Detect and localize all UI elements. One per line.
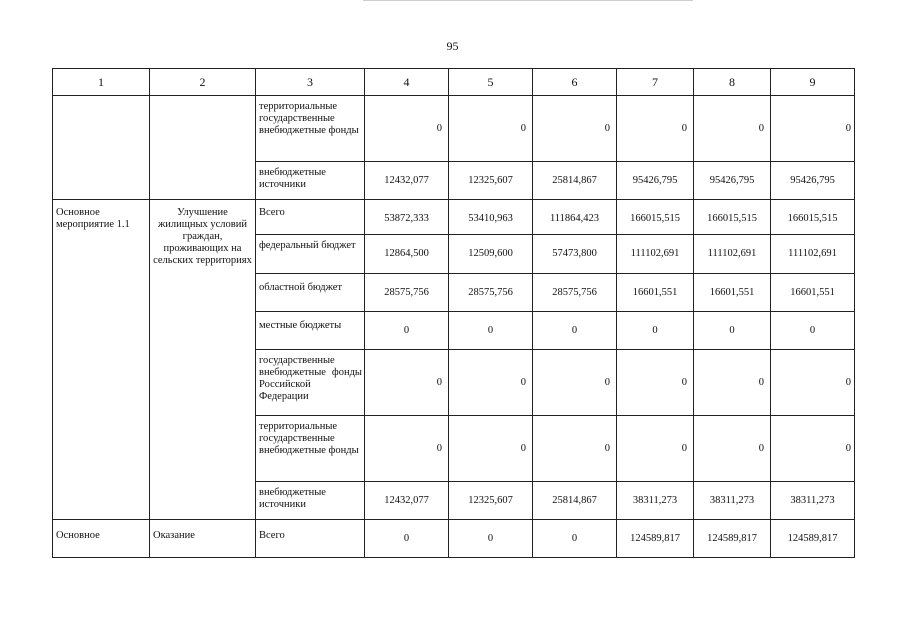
value-cell: 25814,867: [533, 482, 617, 520]
funding-source: внебюджетные источники: [256, 162, 365, 200]
value-cell: 95426,795: [771, 162, 855, 200]
value-cell: 0: [449, 312, 533, 350]
activity-name: Основное: [53, 520, 150, 558]
value-cell: 16601,551: [771, 274, 855, 312]
funding-source: Всего: [256, 520, 365, 558]
value-cell: 53410,963: [449, 200, 533, 235]
column-header: 1: [53, 69, 150, 96]
value-cell: 0: [694, 96, 771, 162]
value-cell: 0: [617, 96, 694, 162]
value-cell: 12432,077: [365, 482, 449, 520]
value-cell: 16601,551: [617, 274, 694, 312]
value-cell: 166015,515: [771, 200, 855, 235]
funding-source: территориальные государственные внебюджетные фонды: [256, 96, 365, 162]
value-cell: 0: [449, 350, 533, 416]
value-cell: 38311,273: [694, 482, 771, 520]
value-cell: 12432,077: [365, 162, 449, 200]
value-cell: 0: [617, 312, 694, 350]
table-row: [53, 200, 855, 235]
column-header: 6: [533, 69, 617, 96]
activity-description: Улучшение жилищных условий граждан, проживающих на сельских территориях: [150, 200, 256, 520]
column-header: 8: [694, 69, 771, 96]
value-cell: 28575,756: [365, 274, 449, 312]
value-cell: 12325,607: [449, 482, 533, 520]
value-cell: 95426,795: [694, 162, 771, 200]
funding-source: внебюджетные источники: [256, 482, 365, 520]
value-cell: 0: [771, 350, 855, 416]
value-cell: 25814,867: [533, 162, 617, 200]
value-cell: 0: [617, 416, 694, 482]
value-cell: 0: [449, 96, 533, 162]
funding-source: Всего: [256, 200, 365, 235]
value-cell: 0: [694, 416, 771, 482]
value-cell: 57473,800: [533, 235, 617, 274]
activity-name: Основное мероприятие 1.1: [53, 200, 150, 520]
activity-description-cell: [150, 96, 256, 200]
value-cell: 0: [694, 312, 771, 350]
column-header: 5: [449, 69, 533, 96]
value-cell: 0: [771, 96, 855, 162]
value-cell: 95426,795: [617, 162, 694, 200]
value-cell: 0: [533, 520, 617, 558]
value-cell: 28575,756: [533, 274, 617, 312]
activity-name-cell: [53, 96, 150, 200]
value-cell: 12864,500: [365, 235, 449, 274]
value-cell: 0: [365, 350, 449, 416]
activity-description: Оказание: [150, 520, 256, 558]
top-rule: [363, 0, 693, 1]
value-cell: 28575,756: [449, 274, 533, 312]
value-cell: 166015,515: [694, 200, 771, 235]
column-header: 2: [150, 69, 256, 96]
value-cell: 124589,817: [771, 520, 855, 558]
funding-source: федеральный бюджет: [256, 235, 365, 274]
table-row: [53, 520, 855, 558]
funding-source: территориальные государственные внебюджетные фонды: [256, 416, 365, 482]
value-cell: 111864,423: [533, 200, 617, 235]
value-cell: 16601,551: [694, 274, 771, 312]
value-cell: 0: [365, 416, 449, 482]
value-cell: 124589,817: [617, 520, 694, 558]
column-header: 3: [256, 69, 365, 96]
column-header: 4: [365, 69, 449, 96]
value-cell: 0: [365, 96, 449, 162]
column-header: 7: [617, 69, 694, 96]
value-cell: 111102,691: [617, 235, 694, 274]
value-cell: 0: [533, 96, 617, 162]
value-cell: 0: [771, 312, 855, 350]
value-cell: 124589,817: [694, 520, 771, 558]
value-cell: 0: [533, 416, 617, 482]
funding-source: областной бюджет: [256, 274, 365, 312]
value-cell: 0: [533, 312, 617, 350]
value-cell: 0: [771, 416, 855, 482]
value-cell: 111102,691: [694, 235, 771, 274]
value-cell: 38311,273: [771, 482, 855, 520]
value-cell: 12325,607: [449, 162, 533, 200]
value-cell: 0: [694, 350, 771, 416]
funding-source: государственные внебюджетные фонды Российской Федерации: [256, 350, 365, 416]
value-cell: 0: [449, 520, 533, 558]
value-cell: 0: [617, 350, 694, 416]
value-cell: 0: [533, 350, 617, 416]
value-cell: 0: [365, 312, 449, 350]
value-cell: 12509,600: [449, 235, 533, 274]
value-cell: 111102,691: [771, 235, 855, 274]
value-cell: 53872,333: [365, 200, 449, 235]
value-cell: 166015,515: [617, 200, 694, 235]
value-cell: 0: [365, 520, 449, 558]
page-number: 95: [446, 39, 459, 53]
value-cell: 0: [449, 416, 533, 482]
table-row: [53, 96, 855, 162]
value-cell: 38311,273: [617, 482, 694, 520]
column-header: 9: [771, 69, 855, 96]
funding-source: местные бюджеты: [256, 312, 365, 350]
column-number-row: [53, 69, 855, 96]
budget-table: [52, 68, 855, 558]
